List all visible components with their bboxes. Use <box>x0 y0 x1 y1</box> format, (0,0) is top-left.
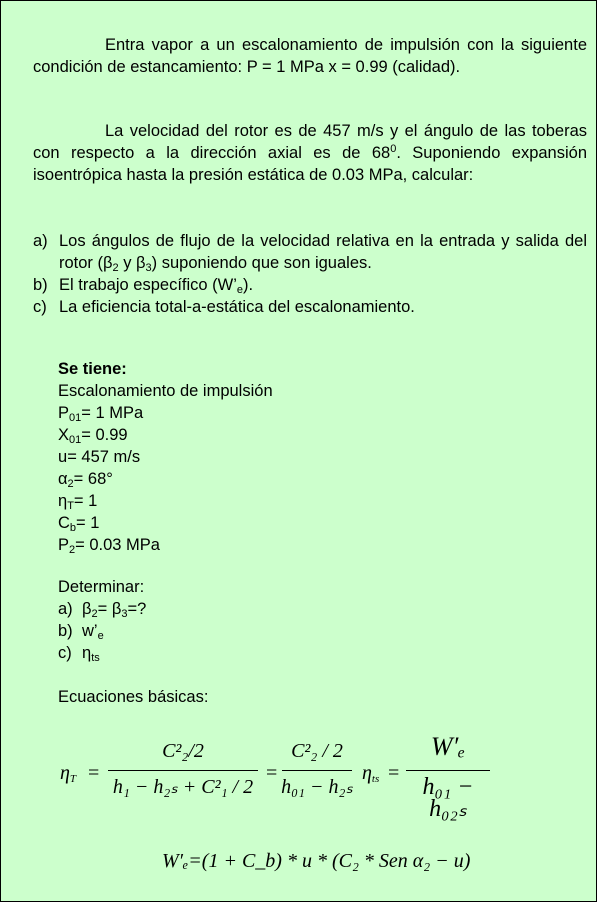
question-item-a: a) Los ángulos de flujo de la velocidad relativa en la entrada y salida del rotor ($\beta_2$ y $\beta_3$) suponiendo que son iguales. <box>33 232 587 274</box>
question-item-b: b) El trabajo específico $(W’_e)$. <box>33 276 254 296</box>
given-line: $P_2= 0.03$ MPa <box>58 536 160 556</box>
given-line: $P_{01}= 1$ MPa <box>58 404 144 424</box>
given-line: u= 457 m/s <box>58 448 141 466</box>
determine-item-b: b) $w’_e$ <box>58 622 104 642</box>
given-subtitle: Escalonamiento de impulsión <box>58 382 273 400</box>
question-item-c: c) La eficiencia total-a-estática del escalonamiento. <box>33 298 415 316</box>
given-line: $X_{01}= 0.99$ <box>58 426 128 446</box>
question-list <box>33 230 587 318</box>
given-line: $\eta_T= 1$ <box>58 492 98 512</box>
given-line: $\alpha_2= 68^\circ$ <box>58 470 113 490</box>
equation-work: W′ₑ=(1 + C_b) * u * (C₂ * Sen α₂ − u) <box>162 850 471 872</box>
determine-heading: Determinar: <box>58 578 145 596</box>
given-block <box>58 358 538 556</box>
determine-item-a: a) $\beta_2= \beta_3=$? <box>58 600 147 620</box>
equation-eta-ts: $\eta_{ts}$ = W′ₑ h₀₁ − h₀₂ₛ <box>362 736 512 810</box>
given-line: $C_b= 1$ <box>58 514 100 534</box>
problem-paragraph-2: La velocidad del rotor es de 457 m/s y el ángulo de las toberas con respecto a la dirección axial es de $68^0$. Suponiendo expansión isoentrópica hasta la presión estática de 0.03 MPa, calcular: <box>33 122 587 184</box>
determine-item-c: c) $\eta_{ts}$ <box>58 644 100 664</box>
problem-paragraph-1: Entra vapor a un escalonamiento de impulsión con la siguiente condición de estancamiento: P = 1 MPa x = 0.99 (calidad). <box>33 36 587 76</box>
determine-block <box>58 576 538 664</box>
equations-heading: Ecuaciones básicas: <box>58 688 209 706</box>
given-heading: Se tiene: <box>58 360 127 378</box>
equation-eta-t: $\eta_T$ = C²₂/2 h₁ − h₂ₛ + C²₁ / 2 = C²₂ / 2 h₀₁ − h₂ₛ <box>60 740 353 798</box>
